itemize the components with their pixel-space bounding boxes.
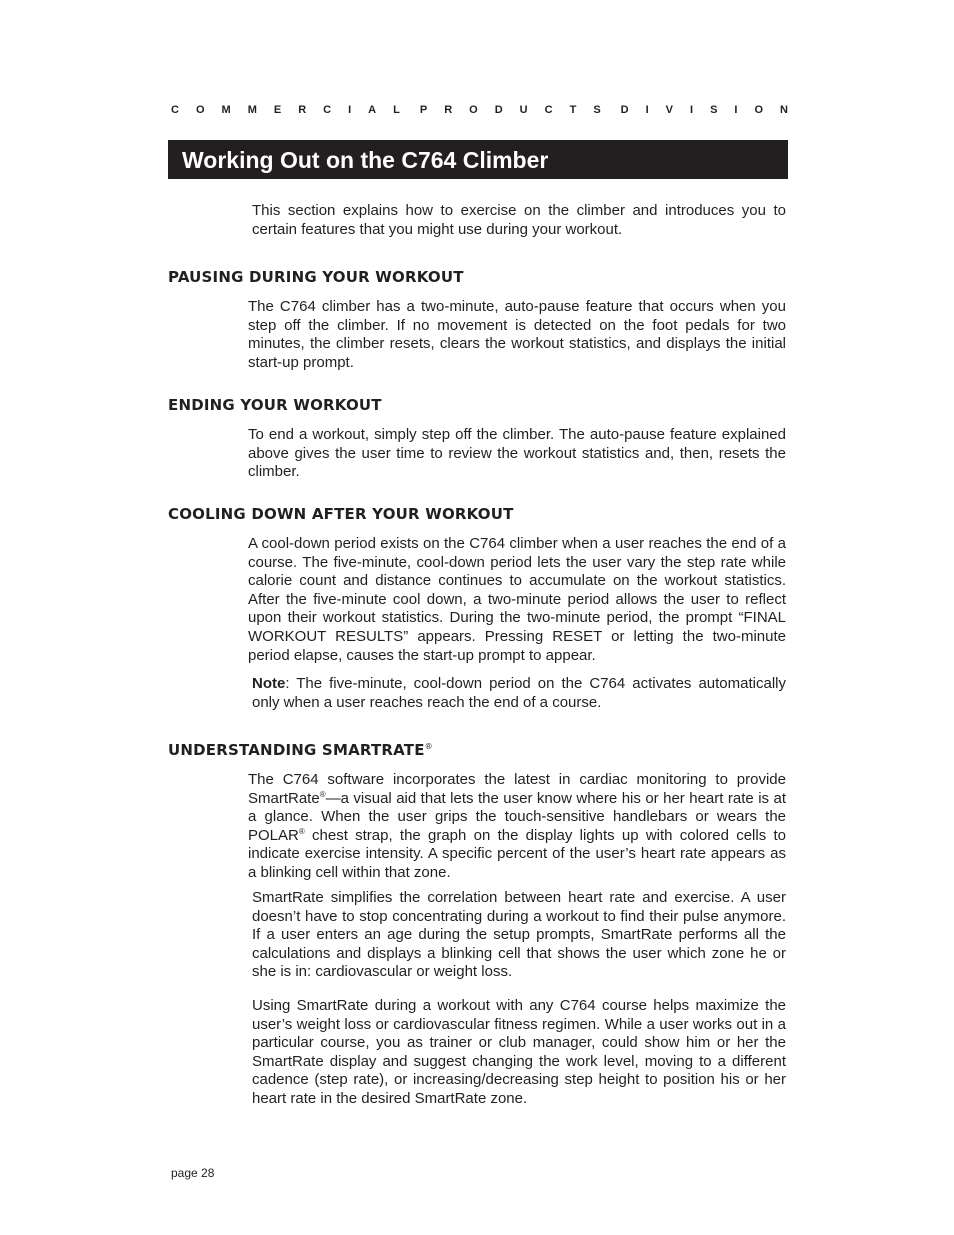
division-letter: M [247,104,257,116]
division-letter: D [494,104,503,116]
registered-mark: ® [298,826,305,836]
registered-mark: ® [319,789,326,799]
division-word-division [621,104,788,116]
division-letter: I [645,104,649,116]
smartrate-paragraph-2: SmartRate simplifies the correlation between heart rate and exercise. A user doesn’t have to stop concentrating during a workout to find their pulse anymore. If a user enters an age during the setup prompts, SmartRate performs all the calculations and displays a blinking cell that shows the user which zone he or she is in: cardiovascular or weight loss. [252,889,786,981]
cooling-note [252,675,786,712]
division-letter: N [780,104,788,116]
smartrate-p1-part-b: —a visual aid that lets the user know where his or her heart rate is at a glance. When the user grips the touch-sensitive handlebars or wears the POLAR [248,789,786,844]
division-word-products [420,104,601,116]
registered-mark: ® [424,742,433,751]
note-label: Note [252,675,286,692]
division-letter: C [323,104,332,116]
smartrate-paragraph-3: Using SmartRate during a workout with any C764 course helps maximize the user’s weight loss or cardiovascular fitness regimen. While a user works out in a particular course, you as trainer or club manager, could show him or her the SmartRate display and suggest changing the work level, moving to a different cadence (step rate), or increasing/decreasing step height to position his or her heart rate in the desired SmartRate zone. [252,997,786,1107]
division-letter: O [754,104,764,116]
note-text: : The five-minute, cool-down period on the C764 activates automatically only when a user reaches reach the end of a course. [252,675,786,711]
division-letter: S [710,104,718,116]
heading-cooling: COOLING DOWN AFTER YOUR WORKOUT [168,505,514,523]
division-letter: O [195,104,205,116]
heading-ending: ENDING YOUR WORKOUT [168,396,382,414]
smartrate-paragraph-1 [248,771,786,883]
smartrate-p1-part-c: chest strap, the graph on the display lights up with colored cells to indicate exercise intensity. A specific percent of the user’s heart rate appears as a blinking cell within that zone. [248,826,786,881]
division-letter: L [393,104,400,116]
division-word-commercial [171,104,400,116]
smartrate-heading-text: UNDERSTANDING SMARTRATE [168,741,425,759]
smartrate-p1-part-a: The C764 software incorporates the latest in cardiac monitoring to provide SmartRate [248,771,786,807]
division-letter: R [444,104,453,116]
ending-paragraph: To end a workout, simply step off the climber. The auto-pause feature explained above gives the user time to review the workout statistics and, then, resets the climber. [248,426,786,481]
division-letter: R [298,104,307,116]
division-letter: O [469,104,478,116]
division-letter: P [419,104,428,116]
heading-smartrate [168,741,433,759]
division-letter: D [620,104,629,116]
division-letter: V [665,104,674,116]
division-letter: I [690,104,694,116]
division-letter: I [734,104,738,116]
division-letter: S [593,104,601,116]
division-header [171,104,788,116]
page-number: page 28 [171,1166,215,1180]
division-letter: U [519,104,528,116]
division-letter: E [273,104,282,116]
division-letter: M [221,104,231,116]
division-letter: I [348,104,352,116]
intro-paragraph: This section explains how to exercise on the climber and introduces you to certain features that you might use during your workout. [252,202,786,238]
pausing-paragraph: The C764 climber has a two-minute, auto-pause feature that occurs when you step off the climber. If no movement is detected on the foot pedals for two minutes, the climber resets, clears the workout statistics, and displays the initial start-up prompt. [248,298,786,371]
title-bar [168,140,788,179]
division-letter: T [569,104,577,116]
division-letter: A [368,104,377,116]
cooling-paragraph: A cool-down period exists on the C764 climber when a user reaches the end of a course. The five-minute, cool-down period lets the user vary the step rate while calorie count and distance continues to accumulate on the workout statistics. After the five-minute cool down, a two-minute period allows the user to reflect upon their workout statistics. During the two-minute period, the prompt “FINAL WORKOUT RESULTS” appears. Pressing RESET or letting the two-minute period elapse, causes the start-up prompt to appear. [248,535,786,664]
heading-pausing: PAUSING DURING YOUR WORKOUT [168,268,464,286]
page-title: Working Out on the C764 Climber [182,147,549,173]
division-letter: C [544,104,553,116]
division-letter: C [171,104,179,116]
